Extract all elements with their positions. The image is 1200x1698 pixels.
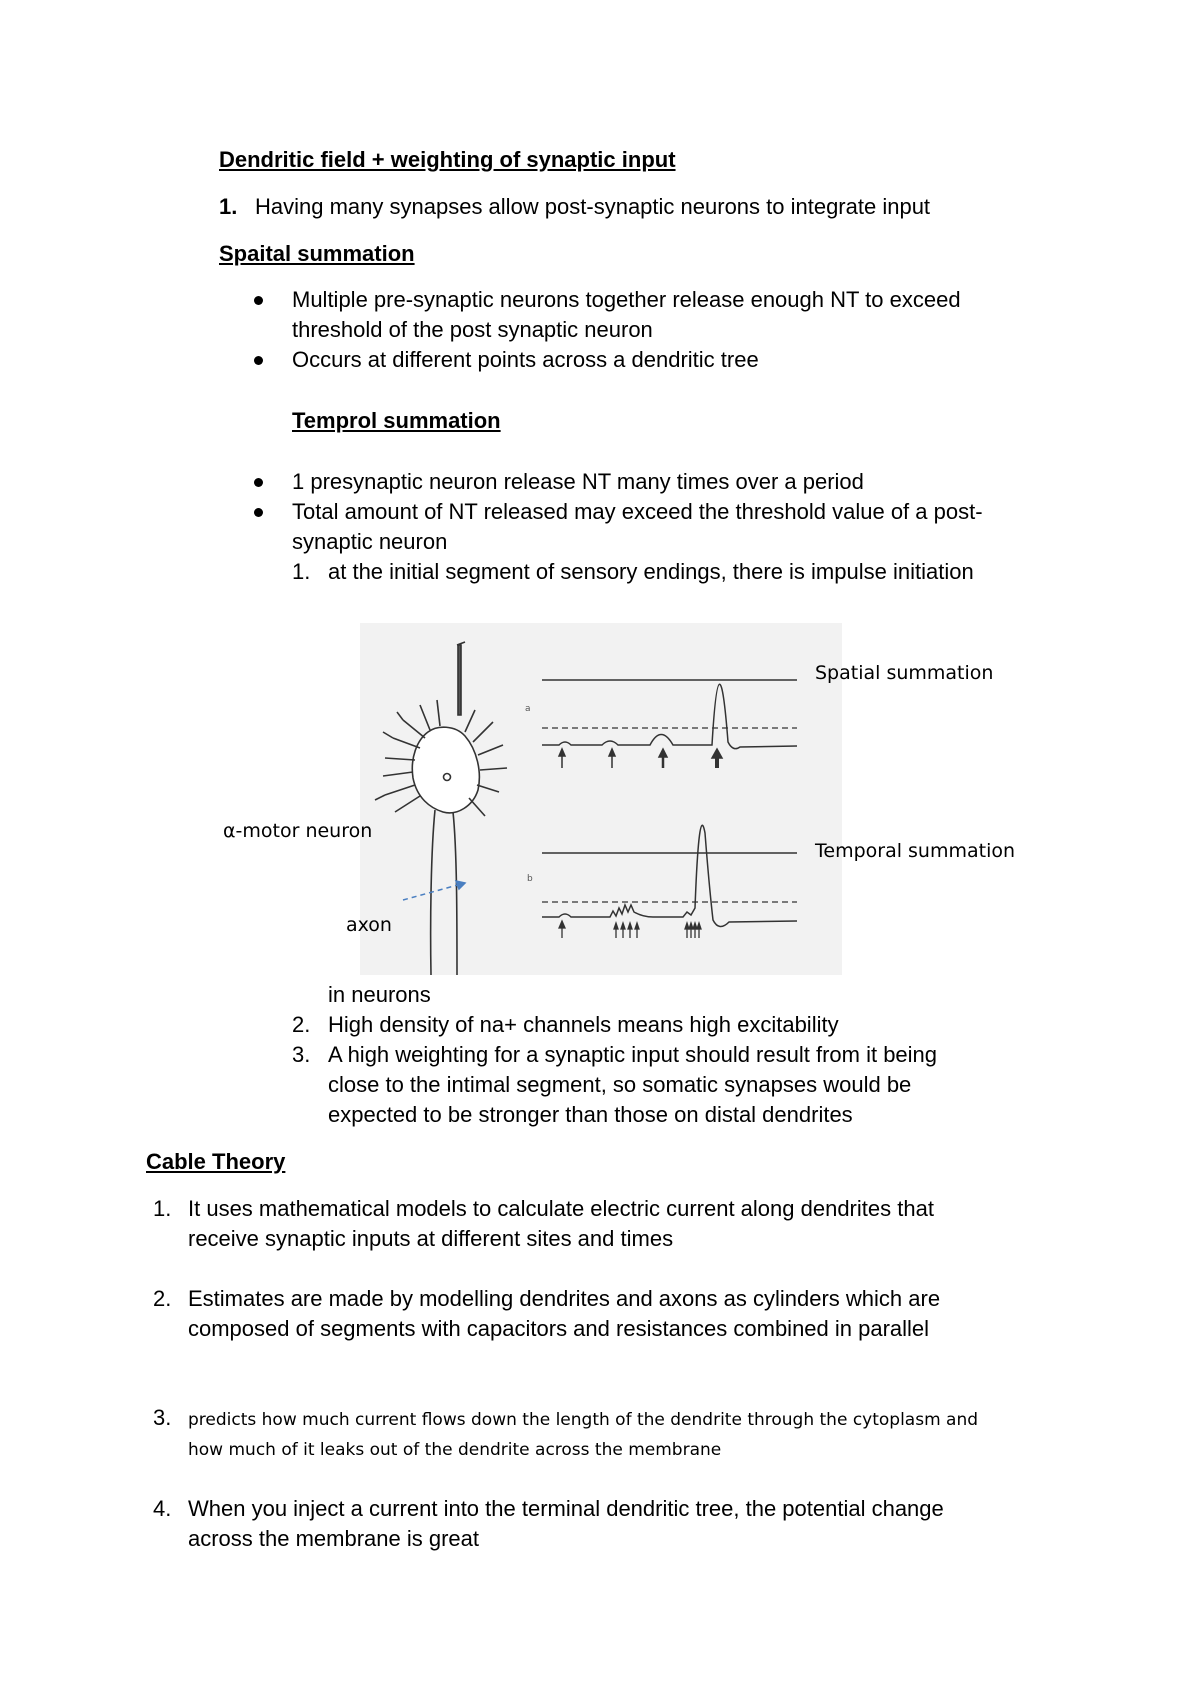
alpha-motor-neuron-label: α-motor neuron (223, 820, 373, 842)
bullet-text: synaptic neuron (292, 529, 448, 554)
section-heading-spatial-summation: Spaital summation (219, 241, 415, 266)
list-item-text: It uses mathematical models to calculate electric current along dendrites that (188, 1196, 934, 1221)
list-item-text: High density of na+ channels means high excitability (328, 1012, 839, 1037)
list-number: 2. (292, 1012, 311, 1037)
neuron-summation-figure (225, 620, 1065, 980)
bullet-text: threshold of the post synaptic neuron (292, 317, 653, 342)
list-number: 3. (153, 1405, 172, 1430)
section-heading-cable-theory: Cable Theory (146, 1149, 286, 1174)
list-number: 4. (153, 1496, 172, 1521)
panel-label-b: b (527, 874, 533, 884)
list-item-text: expected to be stronger than those on distal dendrites (328, 1102, 853, 1127)
list-item-text: how much of it leaks out of the dendrite across the membrane (188, 1440, 722, 1460)
list-number: 1. (292, 559, 311, 584)
list-number: 2. (153, 1286, 172, 1311)
list-item-text: at the initial segment of sensory endings, there is impulse initiation (328, 559, 974, 584)
list-item-text: predicts how much current flows down the length of the dendrite through the cytoplasm and (188, 1410, 979, 1430)
section-heading-temporal-summation: Temprol summation (292, 408, 501, 433)
bullet-icon (254, 356, 263, 365)
bullet-text: Occurs at different points across a dendritic tree (292, 347, 759, 372)
bullet-text: Multiple pre-synaptic neurons together release enough NT to exceed (292, 287, 961, 312)
spatial-summation-label: Spatial summation (815, 662, 994, 684)
bullet-icon (254, 296, 263, 305)
list-item-text: composed of segments with capacitors and resistances combined in parallel (188, 1316, 930, 1341)
list-item-text: Estimates are made by modelling dendrites and axons as cylinders which are (188, 1286, 941, 1311)
list-item-text: close to the intimal segment, so somatic synapses would be (328, 1072, 912, 1097)
temporal-summation-label: Temporal summation (815, 840, 1016, 862)
list-item-text: When you inject a current into the terminal dendritic tree, the potential change (188, 1496, 944, 1521)
list-number: 3. (292, 1042, 311, 1067)
axon-label: axon (346, 914, 392, 936)
bullet-icon (254, 478, 263, 487)
list-item-text: A high weighting for a synaptic input should result from it being (328, 1042, 938, 1067)
bullet-icon (254, 508, 263, 517)
section-heading-dendritic-field: Dendritic field + weighting of synaptic input (219, 147, 676, 172)
bullet-text: 1 presynaptic neuron release NT many times over a period (292, 469, 864, 494)
list-item-text: in neurons (328, 982, 431, 1007)
list-number: 1. (153, 1196, 172, 1221)
list-item-text: receive synaptic inputs at different sites and times (188, 1226, 674, 1251)
list-item-text: Having many synapses allow post-synaptic neurons to integrate input (255, 194, 931, 219)
list-item-text: across the membrane is great (188, 1526, 480, 1551)
panel-label-a: a (525, 704, 531, 714)
list-number: 1. (219, 194, 238, 219)
bullet-text: Total amount of NT released may exceed the threshold value of a post- (292, 499, 983, 524)
